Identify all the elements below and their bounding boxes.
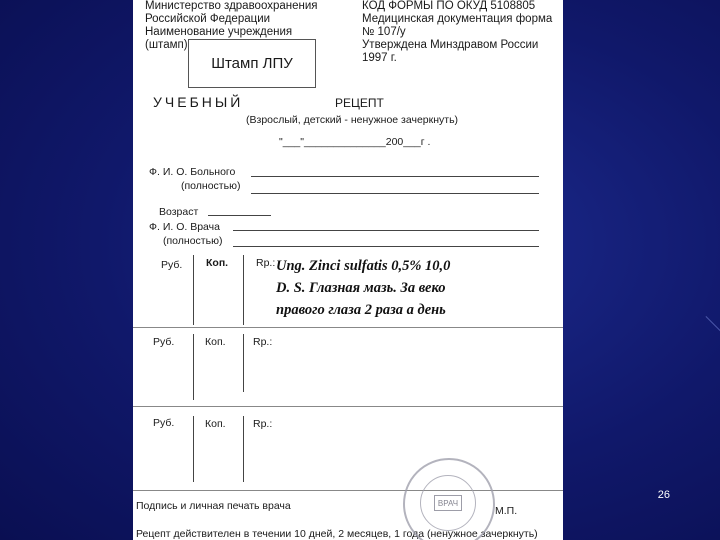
- prescription-line-2: D. S. Глазная мазь. За веко: [276, 280, 446, 296]
- prescription-line-1: Ung. Zinci sulfatis 0,5% 10,0: [276, 258, 451, 274]
- date-line: "___"______________200___г .: [279, 136, 431, 148]
- form-number: № 107/у: [362, 26, 406, 38]
- doctor-name-sub: (полностью): [163, 235, 223, 247]
- validity-text: Рецепт действителен в течении 10 дней, 2 месяцев, 1 года (ненужное зачеркнуть): [136, 528, 538, 540]
- rx-divider-2: [243, 416, 244, 482]
- age-label: Возраст: [159, 206, 199, 218]
- doctor-name-label: Ф. И. О. Врача: [149, 221, 220, 233]
- rub-label: Руб.: [153, 336, 175, 348]
- header-ministry: Министерство здравоохранения: [145, 0, 318, 12]
- prescription-form: [133, 0, 563, 540]
- doctor-name-line2: [233, 246, 539, 247]
- rx-divider-2: [243, 255, 244, 325]
- recipe-subtitle: (Взрослый, детский - ненужное зачеркнуть): [246, 114, 459, 126]
- signature-label: Подпись и личная печать врача: [136, 500, 291, 512]
- rx-block-separator: [133, 490, 563, 491]
- patient-name-label: Ф. И. О. Больного: [149, 166, 236, 178]
- rp-label: Rp.:: [253, 336, 273, 348]
- kop-label: Коп.: [205, 418, 226, 430]
- seal-center-label: ВРАЧ: [434, 495, 462, 511]
- rx-divider-2: [243, 334, 244, 392]
- form-approved: Утверждена Минздравом России: [362, 39, 539, 51]
- doctor-seal: [403, 458, 495, 540]
- rp-label: Rp.:: [253, 418, 273, 430]
- rx-divider-1: [193, 255, 194, 325]
- doctor-name-line: [233, 230, 539, 231]
- header-stamp-label: (штамп): [145, 39, 188, 51]
- patient-name-line: [251, 176, 539, 177]
- age-line: [208, 215, 271, 216]
- rp-label: Rp.:: [256, 257, 276, 269]
- stamp-box: [188, 39, 316, 88]
- rx-divider-1: [193, 416, 194, 482]
- form-code: КОД ФОРМЫ ПО ОКУД 5108805: [362, 0, 536, 12]
- rx-divider-1: [193, 334, 194, 400]
- recipe-title: РЕЦЕПТ: [335, 96, 384, 110]
- header-institution: Наименование учреждения: [145, 26, 293, 38]
- prescription-line-3: правого глаза 2 раза а день: [276, 302, 446, 318]
- stamp-label: Штамп ЛПУ: [211, 55, 293, 72]
- seal-inner-ring: [420, 475, 476, 531]
- kop-label: Коп.: [206, 257, 229, 269]
- rx-block-separator: [133, 327, 563, 328]
- patient-name-line2: [251, 193, 539, 194]
- page-number: 26: [657, 489, 670, 501]
- mp-label: М.П.: [495, 505, 518, 517]
- educational-title: УЧЕБНЫЙ: [153, 94, 244, 110]
- form-doc-type: Медицинская документация форма: [362, 13, 553, 25]
- kop-label: Коп.: [205, 336, 226, 348]
- rx-block-separator: [133, 406, 563, 407]
- patient-name-sub: (полностью): [181, 180, 241, 192]
- form-year: 1997 г.: [362, 52, 397, 64]
- header-federation: Российской Федерации: [145, 13, 271, 25]
- decorative-line: [706, 316, 720, 345]
- rub-label: Руб.: [153, 417, 175, 429]
- rub-label: Руб.: [161, 259, 183, 271]
